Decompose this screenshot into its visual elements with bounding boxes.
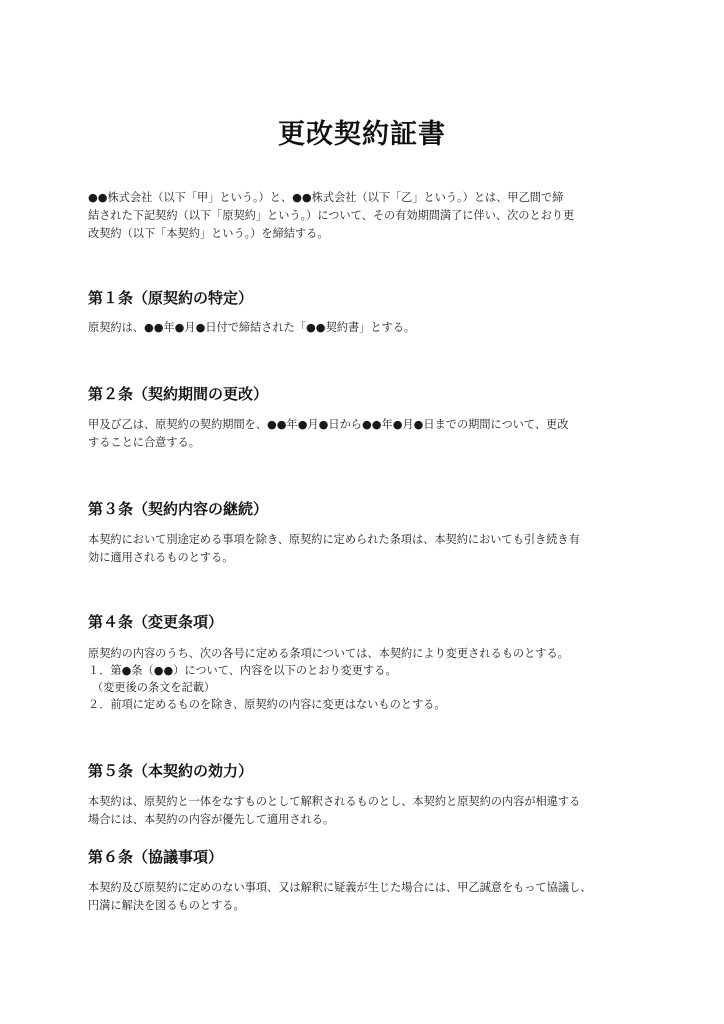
article-1-body — [88, 319, 648, 337]
article-2-heading: 第２条（契約期間の更改） — [88, 385, 269, 403]
article-4-item-1-note: （変更後の条文を記載） — [92, 681, 216, 694]
article-1-heading: 第１条（原契約の特定） — [88, 289, 254, 307]
article-5-heading: 第５条（本契約の効力） — [88, 762, 254, 780]
article-3-line: 効に適用されるものとする。 — [88, 551, 234, 564]
article-4-item-2: ２．前項に定めるものを除き、原契約の内容に変更はないものとする。 — [88, 698, 446, 711]
article-3-heading: 第３条（契約内容の継続） — [88, 500, 269, 518]
article-6-line: 円満に解決を図るものとする。 — [88, 899, 245, 912]
preamble-paragraph — [88, 189, 648, 243]
article-6-line: 本契約及び原契約に定めのない事項、又は解釈に疑義が生じた場合には、甲乙誠意をもって協議し、 — [88, 881, 592, 894]
article-1-line: 原契約は、●●年●月●日付で締結された「●●契約書」とする。 — [88, 321, 416, 334]
document-title: 更改契約証書 — [278, 119, 446, 150]
article-6-body — [88, 879, 648, 915]
article-5-line: 場合には、本契約の内容が優先して適用される。 — [88, 813, 335, 826]
article-4-line: 原契約の内容のうち、次の各号に定める条項については、本契約により変更されるものとする。 — [88, 647, 569, 660]
article-6-heading: 第６条（協議事項） — [88, 848, 224, 866]
article-2-line: 甲及び乙は、原契約の契約期間を、●●年●月●日から●●年●月●日までの期間について、更改 — [88, 418, 569, 431]
preamble-line: 結された下記契約（以下「原契約」という。）について、その有効期間満了に伴い、次のとおり更 — [88, 209, 575, 222]
article-4-item-1: １．第●条（●●）について、内容を以下のとおり変更する。 — [88, 664, 397, 677]
article-5-body — [88, 793, 648, 829]
article-5-line: 本契約は、原契約と一体をなすものとして解釈されるものとし、本契約と原契約の内容が相違する — [88, 795, 581, 808]
article-4-heading: 第４条（変更条項） — [88, 613, 224, 631]
article-4-body — [88, 645, 648, 713]
preamble-line: ●●株式会社（以下「甲」という。）と、●●株式会社（以下「乙」という。）とは、甲乙間で締 — [88, 191, 564, 204]
article-3-body — [88, 531, 648, 567]
article-2-line: することに合意する。 — [88, 436, 200, 449]
article-3-line: 本契約において別途定める事項を除き、原契約に定められた条項は、本契約においても引き続き有 — [88, 533, 580, 546]
article-2-body — [88, 416, 648, 452]
preamble-line: 改契約（以下「本契約」という。）を締結する。 — [88, 227, 329, 240]
